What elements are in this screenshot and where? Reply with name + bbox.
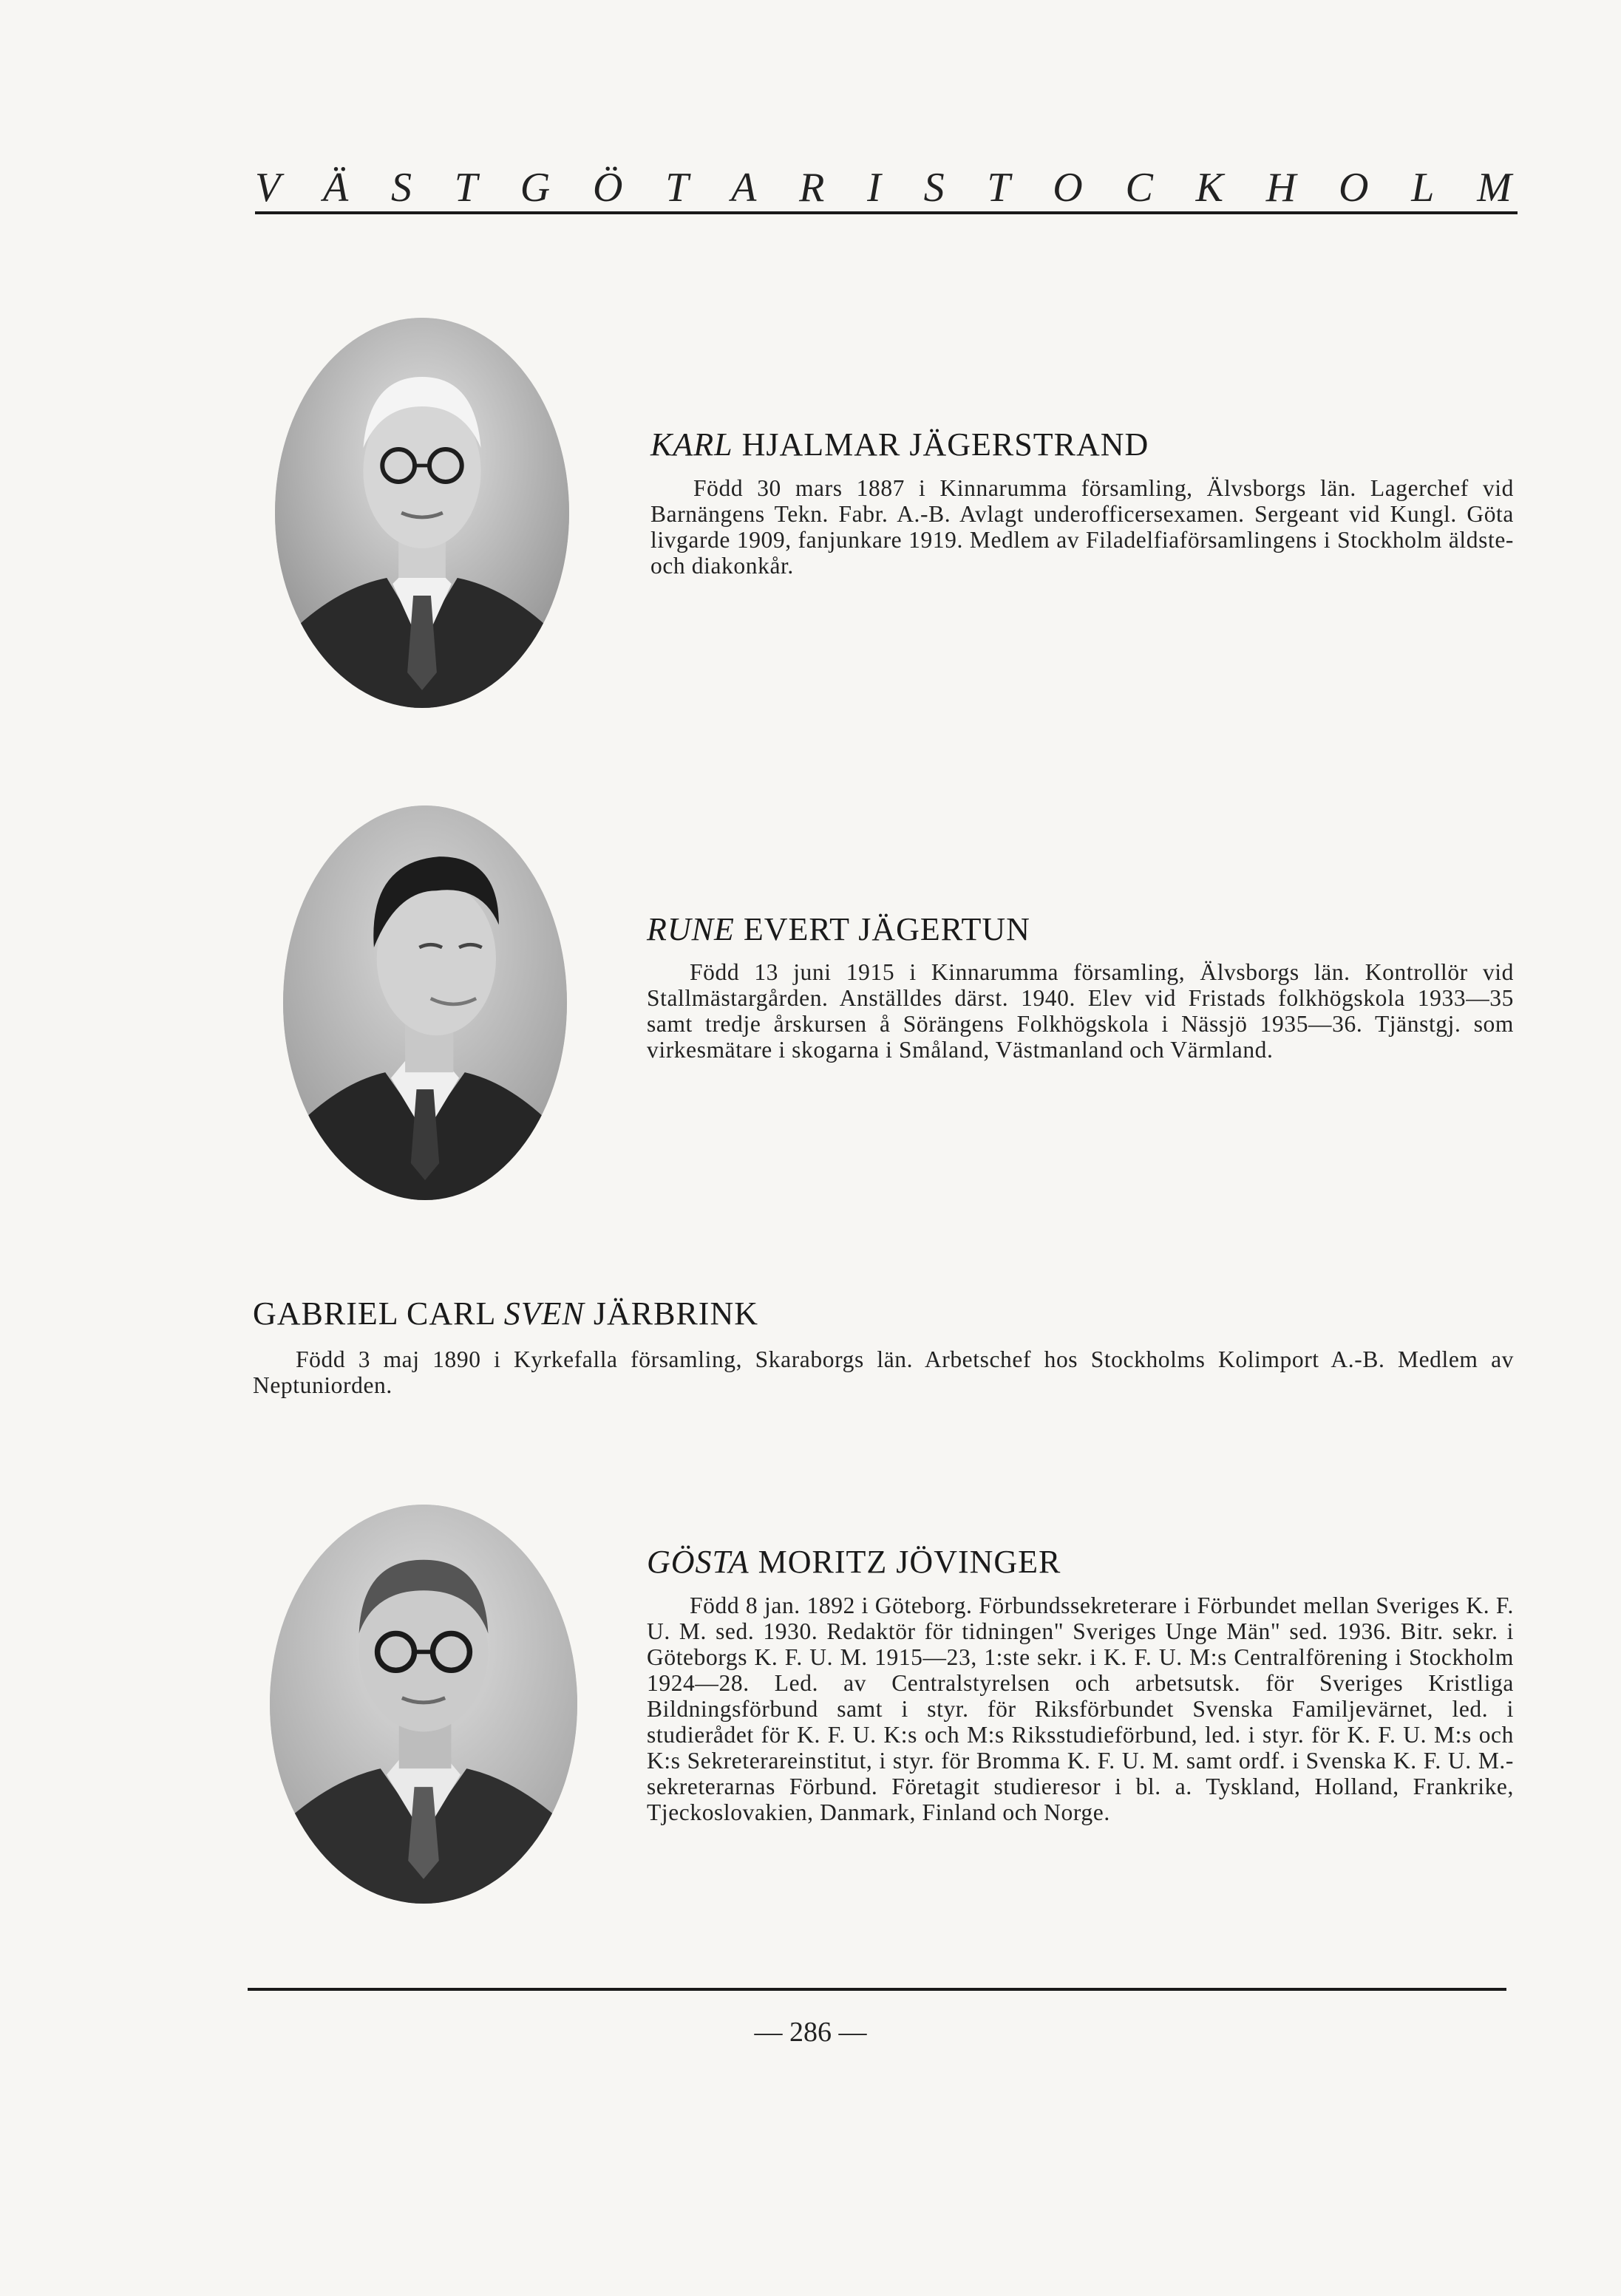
portrait-photo-1 [275, 318, 569, 708]
name-surname: MORITZ JÖVINGER [749, 1544, 1061, 1580]
name-given-italic: SVEN [503, 1295, 585, 1332]
bio-text: Född 8 jan. 1892 i Göteborg. Förbundssekreterare i Förbundet mellan Sveriges K. F. U. M. sed. 1930. Redaktör för tidningen" Sveriges Unge Män" sed. 1936. Bitr. sekr. i Göteborgs K. F. U. M. 1915—23, 1:ste sekr. i K. F. U. M:s Centralförening i Stockholm 1924—28. Led. av Centralstyrelsen och arbetsutsk. för Sveriges Kristliga Bildningsförbund samt i styr. för Riksförbundet Svenska Familjevärnet, led. i studierådet för K. F. U. K:s och M:s Riksstudieförbund, led. i styr. för K. F. U. M:s och K:s Sekreterareinstitut, i styr. för Bromma K. F. U. M. samt ordf. i Svenska K. F. U. M.-sekreterarnas Förbund. Företagit studieresor i bl. a. Tyskland, Holland, Frankrike, Tjeckoslovakien, Danmark, Finland och Norge. [647, 1592, 1514, 1825]
entry-name [647, 910, 1030, 948]
bio-text: Född 30 mars 1887 i Kinnarumma församling, Älvsborgs län. Lagerchef vid Barnängens Tekn. Fabr. A.-B. Avlagt underofficersexamen. Sergeant vid Kungl. Göta livgarde 1909, fanjunkare 1919. Medlem av Filadelfiaförsamlingens i Stockholm äldste- och diakonkår. [650, 475, 1514, 579]
name-surname: JÄRBRINK [584, 1295, 758, 1332]
portrait-photo-2 [283, 805, 567, 1200]
entry-name [253, 1295, 758, 1332]
name-surname: EVERT JÄGERTUN [734, 911, 1030, 947]
running-head-letter: S [391, 165, 412, 211]
name-given-italic: GÖSTA [647, 1544, 750, 1580]
running-head-letter: T [665, 165, 689, 211]
name-given: GABRIEL CARL [253, 1295, 504, 1332]
running-head-letter: M [1477, 165, 1512, 211]
running-head-letter: Ä [323, 165, 349, 211]
running-head-letter: G [520, 165, 551, 211]
bio-text: Född 3 maj 1890 i Kyrkefalla församling, Skaraborgs län. Arbetschef hos Stockholms Kolimport A.-B. Medlem av Neptuniorden. [253, 1346, 1514, 1398]
header-rule [255, 211, 1518, 214]
running-head-letter: R [799, 165, 825, 211]
bio-text: Född 13 juni 1915 i Kinnarumma församling, Älvsborgs län. Kontrollör vid Stallmästargården. Anställdes därst. 1940. Elev vid Fristads folkhögskola 1933—35 samt tredje årskursen å Sörängens Folkhögskola i Nässjö 1935—36. Tjänstgj. som virkesmätare i skogarna i Småland, Västmanland och Värmland. [647, 959, 1514, 1063]
running-head-letter: I [867, 165, 881, 211]
entry-bio [647, 959, 1514, 1063]
name-surname: HJALMAR JÄGERSTRAND [733, 426, 1149, 463]
running-head-letter: S [923, 165, 945, 211]
entry-bio [647, 1592, 1514, 1825]
running-head-letter: L [1411, 165, 1435, 211]
running-head-letter: T [454, 165, 478, 211]
entry-bio [650, 475, 1514, 579]
entry-bio [253, 1346, 1514, 1398]
running-head-letter: H [1265, 165, 1297, 211]
running-head-letter: T [987, 165, 1010, 211]
running-head [255, 164, 1512, 216]
running-head-letter: A [731, 165, 757, 211]
running-head-letter: V [255, 165, 281, 211]
running-head-letter: K [1195, 165, 1224, 211]
portrait-photo-4 [270, 1505, 577, 1904]
page-number: — 286 — [754, 2017, 867, 2048]
name-given-italic: RUNE [647, 911, 735, 947]
name-given-italic: KARL [650, 426, 733, 463]
running-head-letter: C [1125, 165, 1153, 211]
footer-rule [248, 1988, 1506, 1991]
running-head-letter: O [1053, 165, 1083, 211]
running-head-letter: O [1339, 165, 1369, 211]
entry-name [650, 426, 1149, 463]
running-head-letter: Ö [592, 165, 623, 211]
entry-name [647, 1543, 1061, 1581]
